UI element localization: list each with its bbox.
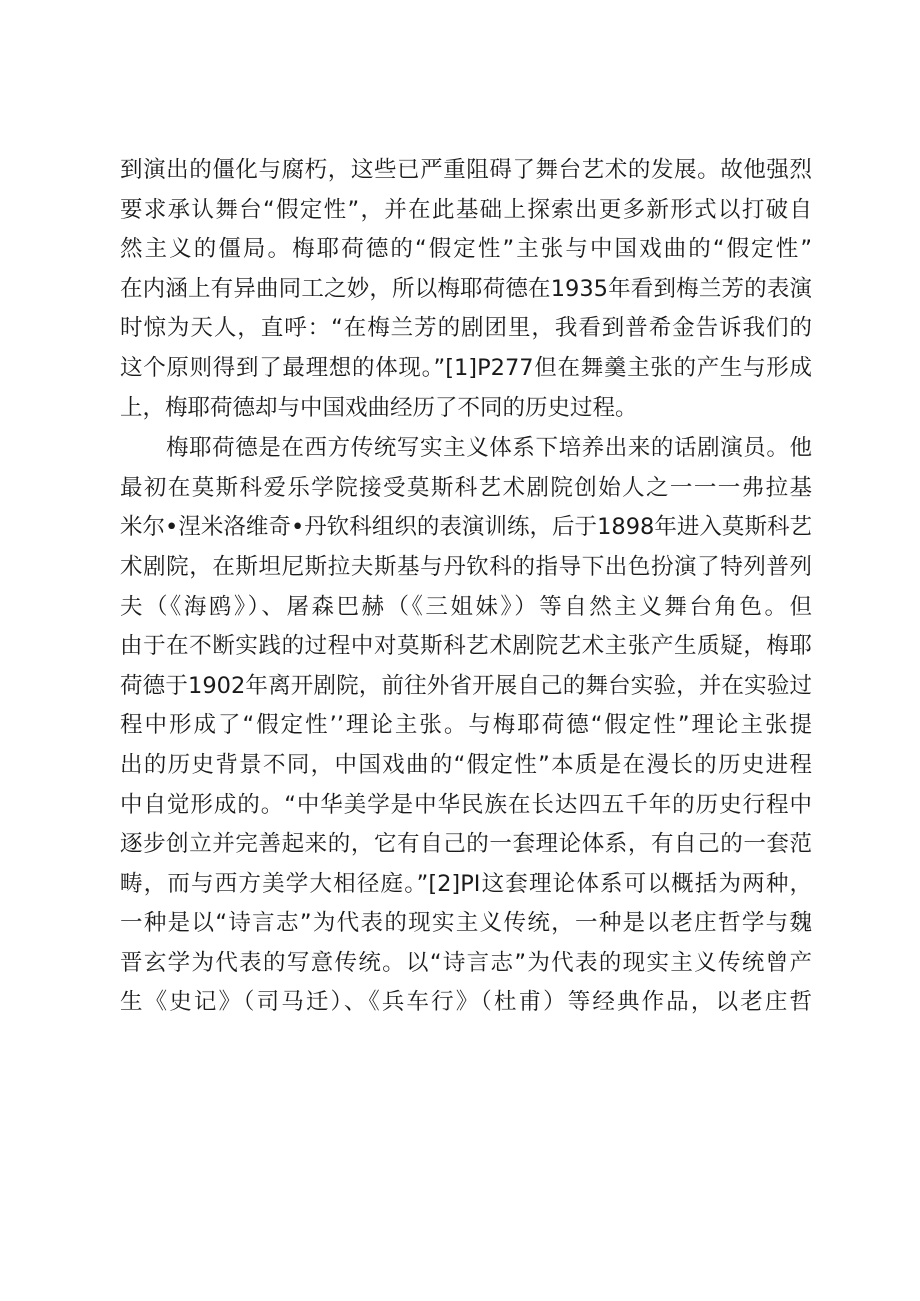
text-line: 在内涵上有异曲同工之妙，所以梅耶荷德在1935年看到梅兰芳的表演 [120, 275, 812, 302]
text-line: 夫（《海鸥》）、屠森巴赫（《三姐妹》）等自然主义舞台角色。但 [120, 593, 812, 620]
text-line: 到演出的僵化与腐朽，这些已严重阻碍了舞台艺术的发展。故他强烈 [120, 157, 812, 183]
text-line: 生《史记》（司马迁）、《兵车行》（杜甫）等经典作品，以老庄哲 [120, 989, 812, 1016]
text-line: 梅耶荷德是在西方传统写实主义体系下培养出来的话剧演员。他 [166, 435, 812, 462]
text-line: 最初在莫斯科爱乐学院接受莫斯科艺术剧院创始人之一一一弗拉基 [120, 474, 812, 501]
text-line: 这个原则得到了最理想的体现。”[1]P277但在舞羹主张的产生与形成 [120, 354, 812, 381]
text-line: 要求承认舞台“假定性”，并在此基础上探索出更多新形式以打破自 [120, 196, 812, 223]
text-line: 然主义的僵局。梅耶荷德的“假定性”主张与中国戏曲的“假定性” [120, 236, 812, 263]
text-line: 出的历史背景不同，中国戏曲的“假定性”本质是在漫长的历史进程 [120, 751, 812, 778]
text-line: 术剧院，在斯坦尼斯拉夫斯基与丹钦科的指导下出色扮演了特列普列 [120, 553, 812, 580]
text-line: 米尔•涅米洛维奇•丹钦科组织的表演训练，后于1898年进入莫斯科艺 [120, 514, 812, 541]
text-line: 畴，而与西方美学大相径庭。”[2]PI这套理论体系可以概括为两种， [120, 870, 812, 897]
text-line: 中自觉形成的。“中华美学是中华民族在长达四五千年的历史行程中 [120, 791, 812, 818]
text-line: 程中形成了“假定性’’理论主张。与梅耶荷德“假定性”理论主张提 [120, 712, 812, 739]
text-line: 晋玄学为代表的写意传统。以“诗言志”为代表的现实主义传统曾产 [120, 949, 812, 976]
text-line: 由于在不断实践的过程中对莫斯科艺术剧院艺术主张产生质疑，梅耶 [120, 633, 812, 660]
text-line: 荷德于1902年离开剧院，前往外省开展自己的舞台实验，并在实验过 [120, 672, 812, 699]
text-line: 一种是以“诗言志”为代表的现实主义传统，一种是以老庄哲学与魏 [120, 910, 812, 937]
text-line: 上，梅耶荷德却与中国戏曲经历了不同的历史过程。 [120, 394, 638, 421]
body-text [120, 151, 812, 1023]
text-line: 时惊为天人，直呼：“在梅兰芳的剧团里，我看到普希金告诉我们的 [120, 315, 812, 342]
text-line: 逐步创立并完善起来的，它有自己的一套理论体系，有自己的一套范 [120, 831, 812, 858]
